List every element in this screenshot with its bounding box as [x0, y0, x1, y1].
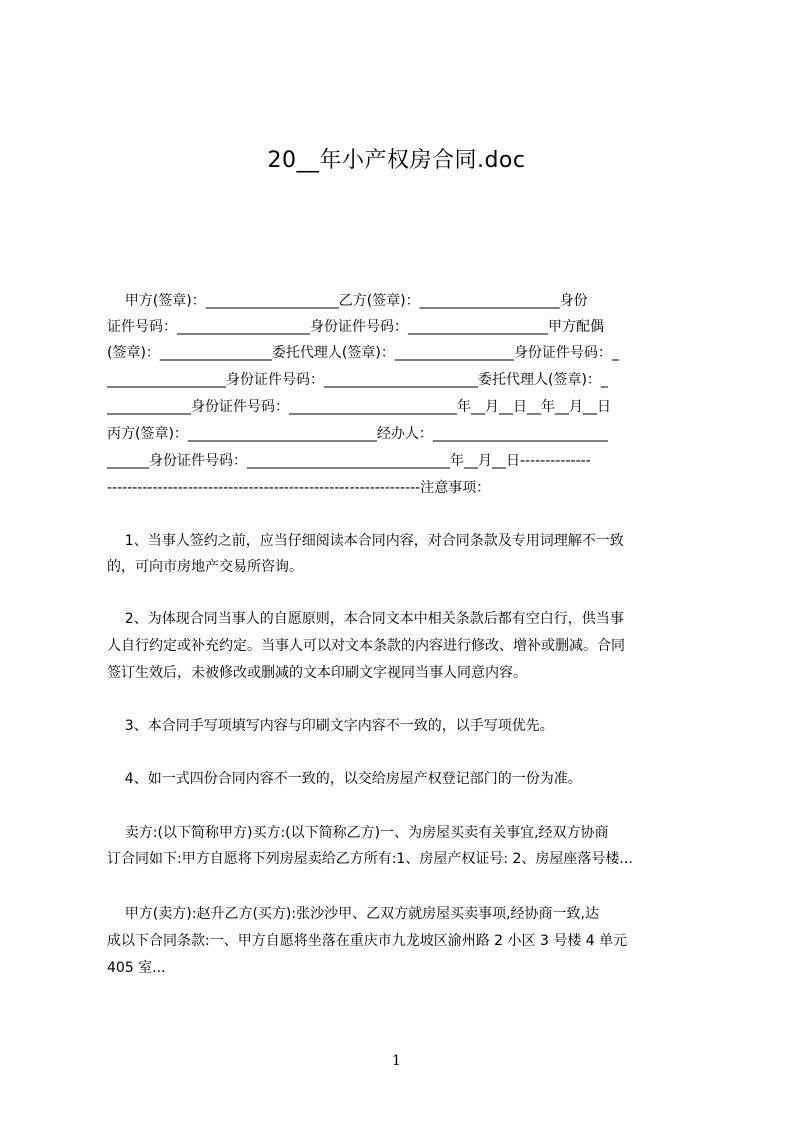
signature-line: (签章)：________________委托代理人(签章)：_________________身份证件号码：_: [107, 345, 619, 361]
paragraph-line: 订合同如下:甲方自愿将下列房屋卖给乙方所有:1、房屋产权证号: 2、房屋座落号楼...: [107, 851, 633, 867]
paragraph-line: 2、为体现合同当事人的自愿原则，本合同文本中相关条款后都有空白行，供当事: [107, 611, 624, 627]
signature-line: ______身份证件号码：_____________________________年__月__日--------------: [107, 453, 591, 469]
paragraph-line: 405 室...: [107, 960, 166, 976]
page-number: 1: [392, 1053, 401, 1069]
signature-line: 甲方(签章)：___________________乙方(签章)：____________________身份: [107, 293, 588, 309]
paragraph-line: 卖方:(以下简称甲方)买方:(以下简称乙方)一、为房屋买卖有关事宜,经双方协商: [107, 825, 609, 841]
paragraph-line: 人自行约定或补充约定。当事人可以对文本条款的内容进行修改、增补或删减。合同: [107, 638, 625, 654]
signature-line: 丙方(签章)：___________________________经办人：_________________________: [107, 426, 608, 442]
paragraph-line: 1、当事人签约之前，应当仔细阅读本合同内容，对合同条款及专用词理解不一致: [107, 533, 624, 549]
paragraph-line: 成以下合同条款:一、甲方自愿将坐落在重庆市九龙坡区渝州路 2 小区 3 号楼 4 单元: [107, 933, 628, 949]
signature-line: --------------------------------------------------------------注意事项：: [107, 480, 491, 496]
signature-line: ____________身份证件号码：________________________年__月__日__年__月__日: [107, 399, 611, 415]
signature-line: _________________身份证件号码：______________________委托代理人(签章)：_: [107, 372, 608, 388]
paragraph-line: 签订生效后，未被修改或删减的文本印刷文字视同当事人同意内容。: [107, 665, 527, 681]
paragraph-line: 3、本合同手写项填写内容与印刷文字内容不一致的，以手写项优先。: [107, 718, 554, 734]
document-title: 20__年小产权房合同.doc: [267, 148, 526, 173]
paragraph-line: 甲方(卖方):赵升乙方(买方):张沙沙甲、乙双方就房屋买卖事项,经协商一致,达: [107, 906, 599, 922]
paragraph-line: 的，可向市房地产交易所咨询。: [107, 559, 303, 575]
paragraph-line: 4、如一式四份合同内容不一致的，以交给房屋产权登记部门的一份为准。: [107, 771, 582, 787]
signature-line: 证件号码：___________________身份证件号码：____________________甲方配偶: [107, 319, 604, 335]
